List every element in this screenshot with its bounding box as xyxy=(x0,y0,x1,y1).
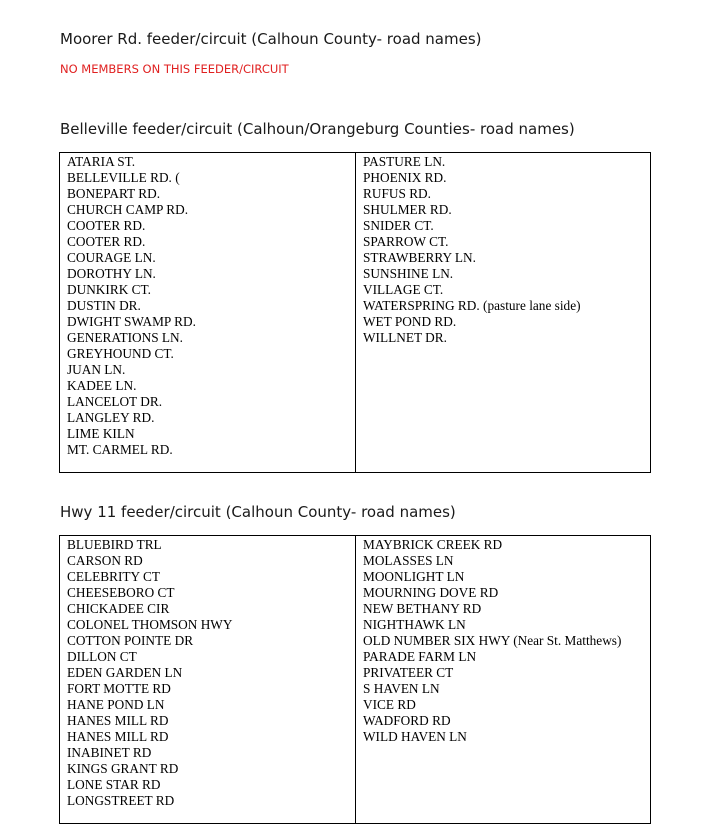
road-name-item: PARADE FARM LN xyxy=(363,649,477,664)
road-name-item: WILLNET DR. xyxy=(363,330,447,345)
hwy11-road-table xyxy=(59,535,651,824)
road-name-item: S HAVEN LN xyxy=(363,681,440,696)
road-name-item: OLD NUMBER SIX HWY (Near St. Matthews) xyxy=(363,633,622,648)
road-name-item: PHOENIX RD. xyxy=(363,170,447,185)
road-name-item: COLONEL THOMSON HWY xyxy=(67,617,233,632)
road-name-item: LONE STAR RD xyxy=(67,777,161,792)
hwy11-heading: Hwy 11 feeder/circuit (Calhoun County- road names) xyxy=(60,503,456,521)
road-name-item: MOLASSES LN xyxy=(363,553,454,568)
road-name-item: MAYBRICK CREEK RD xyxy=(363,537,503,552)
belleville-right-column xyxy=(356,153,650,472)
road-name-item: SNIDER CT. xyxy=(363,218,434,233)
road-name-item: HANES MILL RD xyxy=(67,713,169,728)
road-name-item: LIME KILN xyxy=(67,426,135,441)
road-name-item: EDEN GARDEN LN xyxy=(67,665,183,680)
road-name-item: CHEESEBORO CT xyxy=(67,585,175,600)
road-name-item: CELEBRITY CT xyxy=(67,569,160,584)
hwy11-right-column xyxy=(356,536,650,823)
road-name-item: COOTER RD. xyxy=(67,234,146,249)
road-name-item: DUNKIRK CT. xyxy=(67,282,151,297)
road-name-item: MT. CARMEL RD. xyxy=(67,442,173,457)
road-name-item: SPARROW CT. xyxy=(363,234,449,249)
road-name-item: WILD HAVEN LN xyxy=(363,729,467,744)
road-name-item: KINGS GRANT RD xyxy=(67,761,179,776)
road-name-item: BLUEBIRD TRL xyxy=(67,537,162,552)
belleville-road-table xyxy=(59,152,651,473)
road-name-item: COURAGE LN. xyxy=(67,250,156,265)
road-name-item: ATARIA ST. xyxy=(67,154,136,169)
road-name-item: DOROTHY LN. xyxy=(67,266,156,281)
road-name-item: LONGSTREET RD xyxy=(67,793,175,808)
road-name-item: FORT MOTTE RD xyxy=(67,681,171,696)
road-name-item: HANES MILL RD xyxy=(67,729,169,744)
road-name-item: KADEE LN. xyxy=(67,378,137,393)
road-name-item: DUSTIN DR. xyxy=(67,298,141,313)
road-name-item: CARSON RD xyxy=(67,553,143,568)
road-name-item: CHURCH CAMP RD. xyxy=(67,202,189,217)
road-name-item: NEW BETHANY RD xyxy=(363,601,482,616)
road-name-item: DWIGHT SWAMP RD. xyxy=(67,314,196,329)
road-name-item: BELLEVILLE RD. ( xyxy=(67,170,180,185)
road-name-item: MOURNING DOVE RD xyxy=(363,585,499,600)
moorer-heading: Moorer Rd. feeder/circuit (Calhoun County- road names) xyxy=(60,30,482,48)
road-name-item: STRAWBERRY LN. xyxy=(363,250,476,265)
moorer-no-members-notice: NO MEMBERS ON THIS FEEDER/CIRCUIT xyxy=(60,62,289,76)
road-name-item: LANGLEY RD. xyxy=(67,410,155,425)
road-name-item: DILLON CT xyxy=(67,649,137,664)
road-name-item: RUFUS RD. xyxy=(363,186,431,201)
road-name-item: WATERSPRING RD. (pasture lane side) xyxy=(363,298,581,313)
road-name-item: BONEPART RD. xyxy=(67,186,161,201)
road-name-item: HANE POND LN xyxy=(67,697,165,712)
belleville-left-column xyxy=(60,153,356,472)
hwy11-left-column xyxy=(60,536,356,823)
road-name-item: LANCELOT DR. xyxy=(67,394,163,409)
road-name-item: PRIVATEER CT xyxy=(363,665,454,680)
road-name-item: GENERATIONS LN. xyxy=(67,330,183,345)
road-name-item: JUAN LN. xyxy=(67,362,126,377)
road-name-item: GREYHOUND CT. xyxy=(67,346,174,361)
belleville-heading: Belleville feeder/circuit (Calhoun/Orangeburg Counties- road names) xyxy=(60,120,575,138)
road-name-item: PASTURE LN. xyxy=(363,154,446,169)
road-name-item: WADFORD RD xyxy=(363,713,451,728)
road-name-item: WET POND RD. xyxy=(363,314,457,329)
road-name-item: VILLAGE CT. xyxy=(363,282,444,297)
road-name-item: COTTON POINTE DR xyxy=(67,633,194,648)
road-name-item: MOONLIGHT LN xyxy=(363,569,465,584)
road-name-item: CHICKADEE CIR xyxy=(67,601,170,616)
road-name-item: SHULMER RD. xyxy=(363,202,452,217)
road-name-item: SUNSHINE LN. xyxy=(363,266,454,281)
road-name-item: NIGHTHAWK LN xyxy=(363,617,466,632)
road-name-item: INABINET RD xyxy=(67,745,152,760)
road-name-item: COOTER RD. xyxy=(67,218,146,233)
road-name-item: VICE RD xyxy=(363,697,416,712)
